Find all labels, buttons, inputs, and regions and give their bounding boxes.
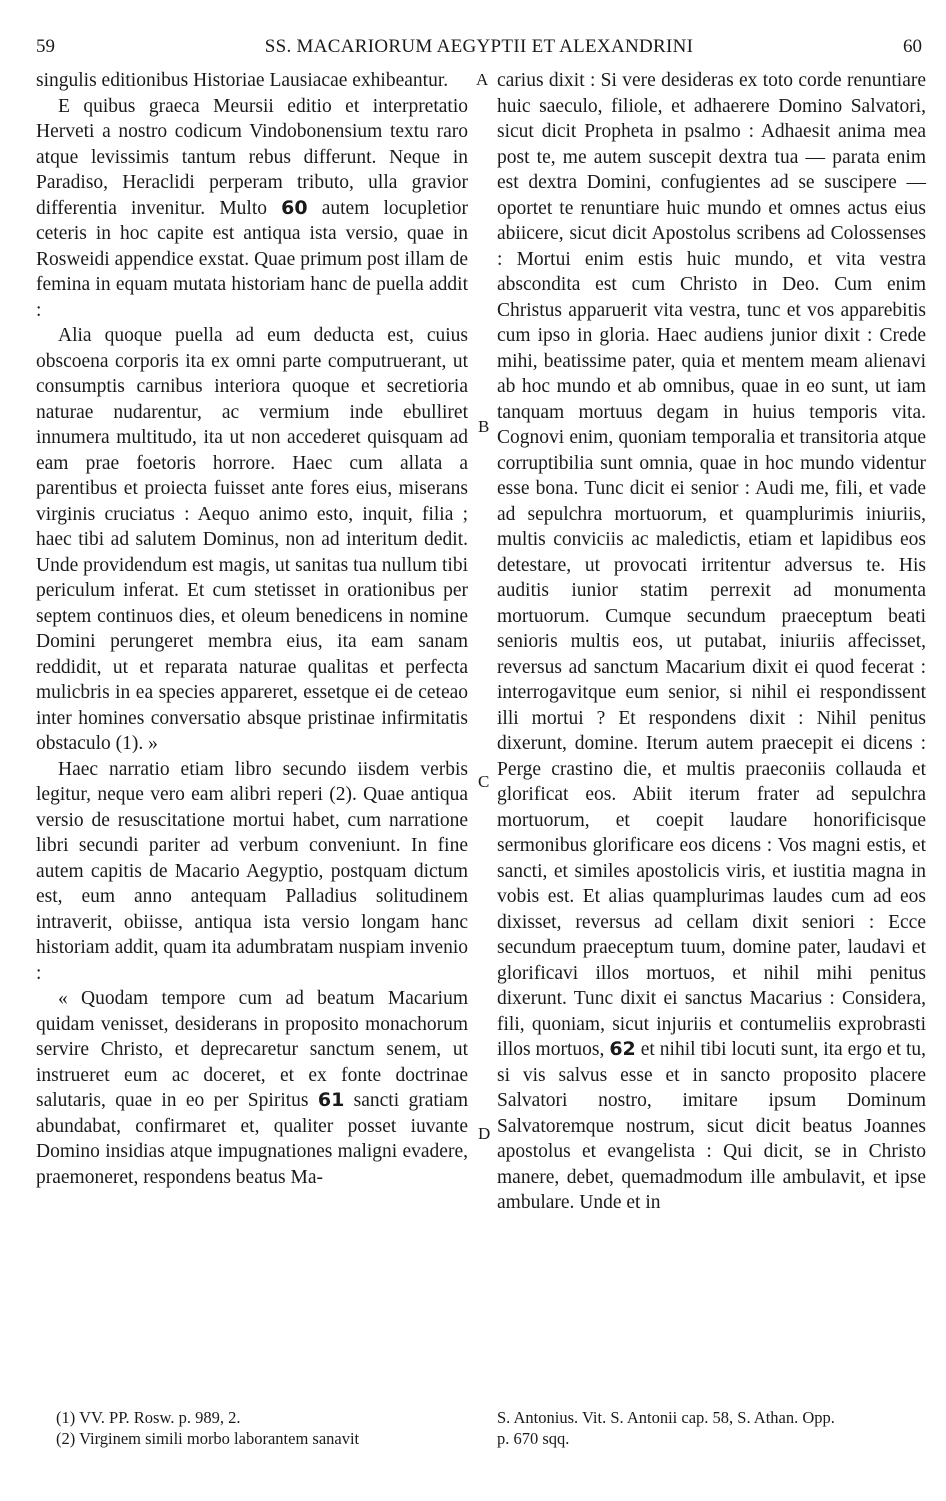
left-column [36, 68, 468, 1190]
margin-letter-b: B [478, 417, 490, 436]
column-marker: 61 [317, 1089, 345, 1111]
paragraph: Haec narratio etiam libro secundo iisdem verbis legitur, neque vero eam alibri reperi (2). Quae antiqua versio de resuscitatione mortui habet, cum narratione libri secundi pariter ad verbum conveniunt. In fine autem capitis de Macario Aegyptio, postquam dictum est, eum anno antequam Palladius solitudinem intraverit, obiisse, antiqua ista versio longam hanc historiam addit, quam ita adumbratam nuspiam invenio : [36, 758, 468, 984]
paragraph [497, 68, 926, 1216]
page-number-left: 59 [36, 36, 55, 57]
right-column [497, 68, 926, 1216]
page-header [36, 36, 922, 60]
footnotes-left [56, 1407, 470, 1449]
footnote-2: (2) Virginem simili morbo laborantem sanavit [56, 1429, 360, 1448]
text-run: sancti gratiam abundabat, confirmaret et, qualiter posset iuvante Domino insidias atque impugnationes maligni evadere, praemoneret, respondens beatus Ma- [36, 1090, 469, 1188]
footnote-2-continued: S. Antonius. Vit. S. Antonii cap. 58, S. Athan. Opp. [497, 1408, 835, 1427]
running-title: SS. MACARIORUM AEGYPTII ET ALEXANDRINI [264, 36, 694, 57]
page-number-right: 60 [903, 36, 922, 57]
column-marker: 60 [281, 196, 308, 219]
paragraph: singulis editionibus Historiae Lausiacae exhibeantur. [36, 70, 449, 91]
footnotes-right [497, 1407, 926, 1449]
column-marker: 62 [609, 1038, 636, 1060]
quoted-paragraph: Alia quoque puella ad eum deducta est, cuius obscoena corporis ita ex omni parte computruerant, ut consumptis carnibus interiora quoque et secretioria naturae nudarentur, ac vermium inde ebulliret innumera multitudo, ita ut non accederet quisquam ad eam prae foetoris horrore. Haec cum allata a parentibus et proiecta fuisset ante fores eius, miserans virginis cruciatus : Aequo animo esto, inquit, filia ; haec tibi ad salutem Dominus, non ad interitum dedit. Unde providendum est magis, ut sanitas tua nullum tibi periculum inferat. Et cum stetisset in orationibus per septem continuos dies, et oleum benedicens in nomine Domini perungeret membra eius, ita eam sanam reddidit, ut et reparata naturae qualitas et perfecta mulicbris in ea species appareret, essetque ei de ceteao inter homines conversatio absque pristinae infirmitatis obstaculo (1). » [36, 325, 468, 754]
text-run: et nihil tibi locuti sunt, ita ergo et tu, si vis salvus esse et in sancto proposito placere Salvatori nostro, imitare ipsum Dominum Salvatoremque nostrum, sicut dicit beatus Joannes apostolus et evangelista : Qui dicit, se in Christo manere, debet, quemadmodum ille ambulavit, et ipse ambulare. Unde et in [497, 1039, 926, 1213]
text-run: E quibus graeca Meursii editio et interpretatio Herveti a nostro codicum Vindobonensium textu raro atque levissimis tantum rebus differunt. Neque in Paradiso, Heraclidi perperam tributo, ulla gravior differentia invenitur. Multo [36, 95, 468, 219]
footnote-1: (1) VV. PP. Rosw. p. 989, 2. [56, 1408, 241, 1427]
text-run: autem locupletior ceteris in hoc capite est antiqua ista versio, quae in Rosweidi appendice exstat. Quae primum post illam de femina in equam mutata historiam hanc de puella addit : [36, 197, 468, 321]
text-run: carius dixit : Si vere desideras ex toto corde renuntiare huic saeculo, filiole, et adhaerere Domino Salvatori, sicut dicit Propheta in psalmo : Adhaesit anima mea post te, me autem suscepit dextra tua — parata enim est dextra Domini, confugientes ad se suscipere — oportet te renuntiare huic mundo et omnes actus eius abiicere, sicut dicit Apostolus scribens ad Colossenses : Mortui enim estis huic mundo, et vita vestra abscondita est cum Christo in Deo. Cum enim Christus apparuerit vita vestra, tunc et vos apparebitis cum ipso in gloria. Haec audiens junior dixit : Crede mihi, beatissime pater, quia et mentem meam alienavi ab hoc mundo et ab omnibus, quae in eo sunt, ut iam tanquam mortuus degam in huius temporis vita. Cognovi enim, quoniam temporalia et transitoria atque corruptibilia sunt omnia, quae in hoc mundo videntur esse bona. Tunc dicit ei senior : Audi me, fili, et vade ad sepulchra mortuorum, et quamplurimis iniuriis, multis conviciis ac maledictis, etiam et lapidibus eos detestare, ut provocati irritentur adversus te. His auditis iunior statim perrexit ad monumenta mortuorum. Cumque secundum praeceptum beati senioris multis eos, ut putabat, iniuriis affecisset, reversus ad sanctum Macarium dixit ei quod fecerat : interrogavitque eum senior, si nihil ei respondissent illi mortui ? Et respondens dixit : Nihil penitus dixerunt, domine. Iterum autem praecepit ei dicens : Perge crastino die, et multis praeconiis collauda et glorificat eos. Abiit iterum frater ad sepulchra mortuorum, et coepit laudare honorificisque sermonibus glorificare eos dicens : Vos magni estis, et sancti, et similes apostolicis viris, et iustitia magna in vobis est. Et alias quamplurimas laudes cum ad eos dixisset, reversus ad cellam dixit seniori : Ecce secundum praeceptum tuum, domine pater, laudavi et glorificavi illos mortuos, et nihil mihi penitus dixerunt. Tunc dixit ei sanctus Macarius : Considera, fili, quoniam, sicut injuriis et contumeliis exprobrasti illos mortuos, [497, 70, 926, 1060]
margin-letter-d: D [478, 1124, 491, 1143]
footnote-2-continued: p. 670 sqq. [497, 1429, 570, 1448]
margin-letter-c: C [478, 772, 490, 791]
margin-letter-a: A [476, 70, 489, 89]
quoted-paragraph [36, 986, 468, 1190]
paragraph [36, 94, 468, 324]
text-run: « Quodam tempore cum ad beatum Macarium quidam venisset, desiderans in proposito monachorum servire Christo, et deprecaretur sanctum senem, ut instrueret eum ac doceret, et ex fonte doctrinae salutaris, quae in eo per Spiritus [36, 988, 468, 1111]
